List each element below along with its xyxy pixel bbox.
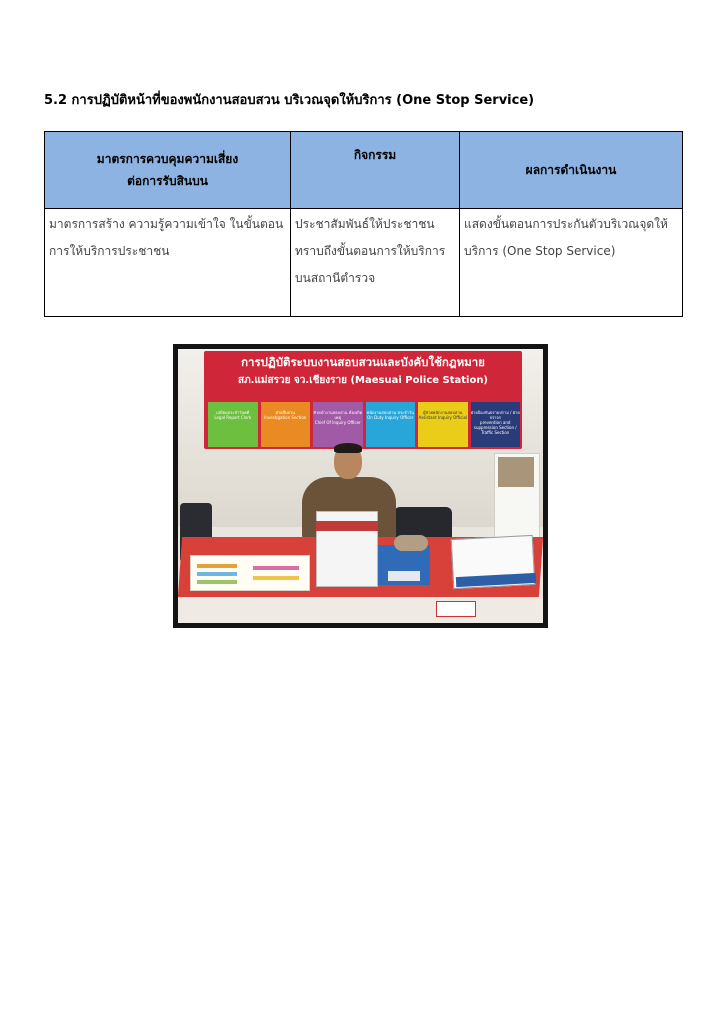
calendar-picture xyxy=(498,457,534,487)
service-box-label-th: ฝ่ายสืบสวน xyxy=(275,410,295,415)
service-box-label-en: Investigation Section xyxy=(264,415,307,420)
flyer-strip xyxy=(253,576,299,580)
desk-front xyxy=(178,597,543,623)
table-row xyxy=(45,209,683,317)
officer-hair xyxy=(334,443,362,453)
header-risk-measure-line2: ต่อการรับสินบน xyxy=(127,174,208,188)
info-stand-band xyxy=(316,521,378,531)
header-risk-measure-line1: มาตรการควบคุมความเสี่ยง xyxy=(96,152,239,166)
flowchart-sheet xyxy=(190,555,310,591)
station-banner xyxy=(204,351,522,449)
flyer-strip xyxy=(253,566,299,570)
flyer-strip xyxy=(197,564,237,568)
banner-title: การปฏิบัติระบบงานสอบสวนและบังคับใช้กฎหมาย xyxy=(241,355,485,369)
service-box-label-th: พนักงานสอบสวน ประจำวัน xyxy=(366,410,414,415)
office-photo xyxy=(173,344,548,628)
service-box-label-en: prevention and suppression Section / Traffic Section xyxy=(473,420,517,435)
service-box-label-th: ฝ่ายป้องกันปราบปราม / ฝ่ายจราจร xyxy=(470,410,520,420)
flyer-strip xyxy=(197,580,237,584)
header-risk-measure xyxy=(45,132,291,209)
banner-station-name: สภ.แม่สรวย จว.เชียงราย (Maesuai Police Station) xyxy=(237,375,489,386)
section-heading: 5.2 การปฏิบัติหน้าที่ของพนักงานสอบสวน บริเวณจุดให้บริการ (One Stop Service) xyxy=(44,93,535,108)
service-boxes xyxy=(208,402,520,447)
cell-result: แสดงขั้นตอนการประกันตัวบริเวณจุดให้บริการ (One Stop Service) xyxy=(460,209,683,317)
blue-box-label xyxy=(388,571,420,581)
service-box-clerk xyxy=(208,402,258,447)
cell-activity: ประชาสัมพันธ์ให้ประชาชนทราบถึงขั้นตอนการให้บริการบนสถานีตำรวจ xyxy=(291,209,460,317)
service-box-label-en: Chief Of Inquiry Officer xyxy=(314,420,361,425)
photo-scene xyxy=(178,349,543,623)
service-box-chief xyxy=(313,402,363,447)
service-box-prevention xyxy=(471,402,521,447)
service-box-investigation xyxy=(261,402,311,447)
flyer-strip xyxy=(197,572,237,576)
risk-measures-table xyxy=(44,131,683,317)
chair-right xyxy=(394,507,452,537)
table-header-row xyxy=(45,132,683,209)
cell-measure: มาตรการสร้าง ความรู้ความเข้าใจ ในขั้นตอนการให้บริการประชาชน xyxy=(45,209,291,317)
service-box-label-th: ผู้ช่วยพนักงานสอบสวน xyxy=(423,410,463,415)
service-box-label-th: เสมียนประจำวันคดี xyxy=(216,410,250,415)
header-result: ผลการดำเนินงาน xyxy=(460,132,683,209)
service-box-assistant xyxy=(418,402,468,447)
service-box-label-en: Legal Report Clerk xyxy=(214,415,252,420)
service-box-label-th: หัวหน้างานสอบสวน ห้องเกิดเหตุ xyxy=(313,410,363,420)
desk-sign xyxy=(436,601,476,617)
service-box-on-duty xyxy=(366,402,416,447)
header-activity: กิจกรรม xyxy=(291,132,460,209)
bag xyxy=(394,535,428,551)
service-box-label-en: On Duty Inquiry Officer xyxy=(367,415,414,420)
service-box-label-en: Assistant Inquiry Official xyxy=(418,415,468,420)
